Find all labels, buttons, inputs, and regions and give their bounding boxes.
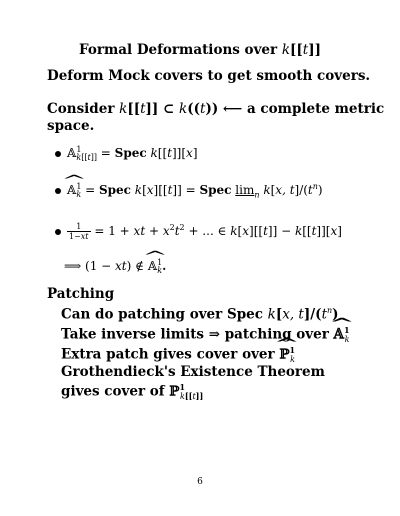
bullet-dot [55, 229, 61, 235]
implies-line: ⟹ (1 − xt) ∉ ^ 𝔸$^1_k$. [64, 258, 166, 275]
bullet-series: $\frac{1}{1-xt}$ = 1 + xt + $x^2t^2$ + ... ∈ k[x][[t]] − k[[t]][x] [55, 222, 342, 241]
bullet-dot [55, 151, 61, 157]
patching-item-5: gives cover of ℙ$^1_{k[[t]]}$ [61, 382, 204, 402]
bullet-affine-line: 𝔸$^1_{k[[t]]}$ = Spec k[[t]][x] [55, 145, 198, 162]
page-number: 6 [197, 477, 203, 487]
patching-item-3: Extra patch gives cover over ^ ℙ$^1_k$ [61, 345, 295, 364]
patching-item-2: Take inverse limits ⇒ patching over ^ 𝔸$^1_k$ [61, 325, 349, 344]
line-space: space. [47, 118, 95, 134]
page-title: Formal Deformations over k[[t]] [79, 42, 321, 58]
bullet-completed-line: ^ 𝔸$^1_k$ = Spec k[x][[t]] = Spec $\lim_n k[x$, $t]/(t^n)$ [55, 182, 323, 199]
line-deform: Deform Mock covers to get smooth covers. [47, 68, 371, 84]
line-consider: Consider k[[t]] ⊂ k((t)) ⟵ a complete metric [47, 101, 385, 117]
patching-heading: Patching [47, 286, 115, 302]
patching-item-4: Grothendieck's Existence Theorem [61, 364, 325, 380]
patching-item-1: Can do patching over Spec k[x, $t]/(t^n)$ [61, 306, 339, 323]
